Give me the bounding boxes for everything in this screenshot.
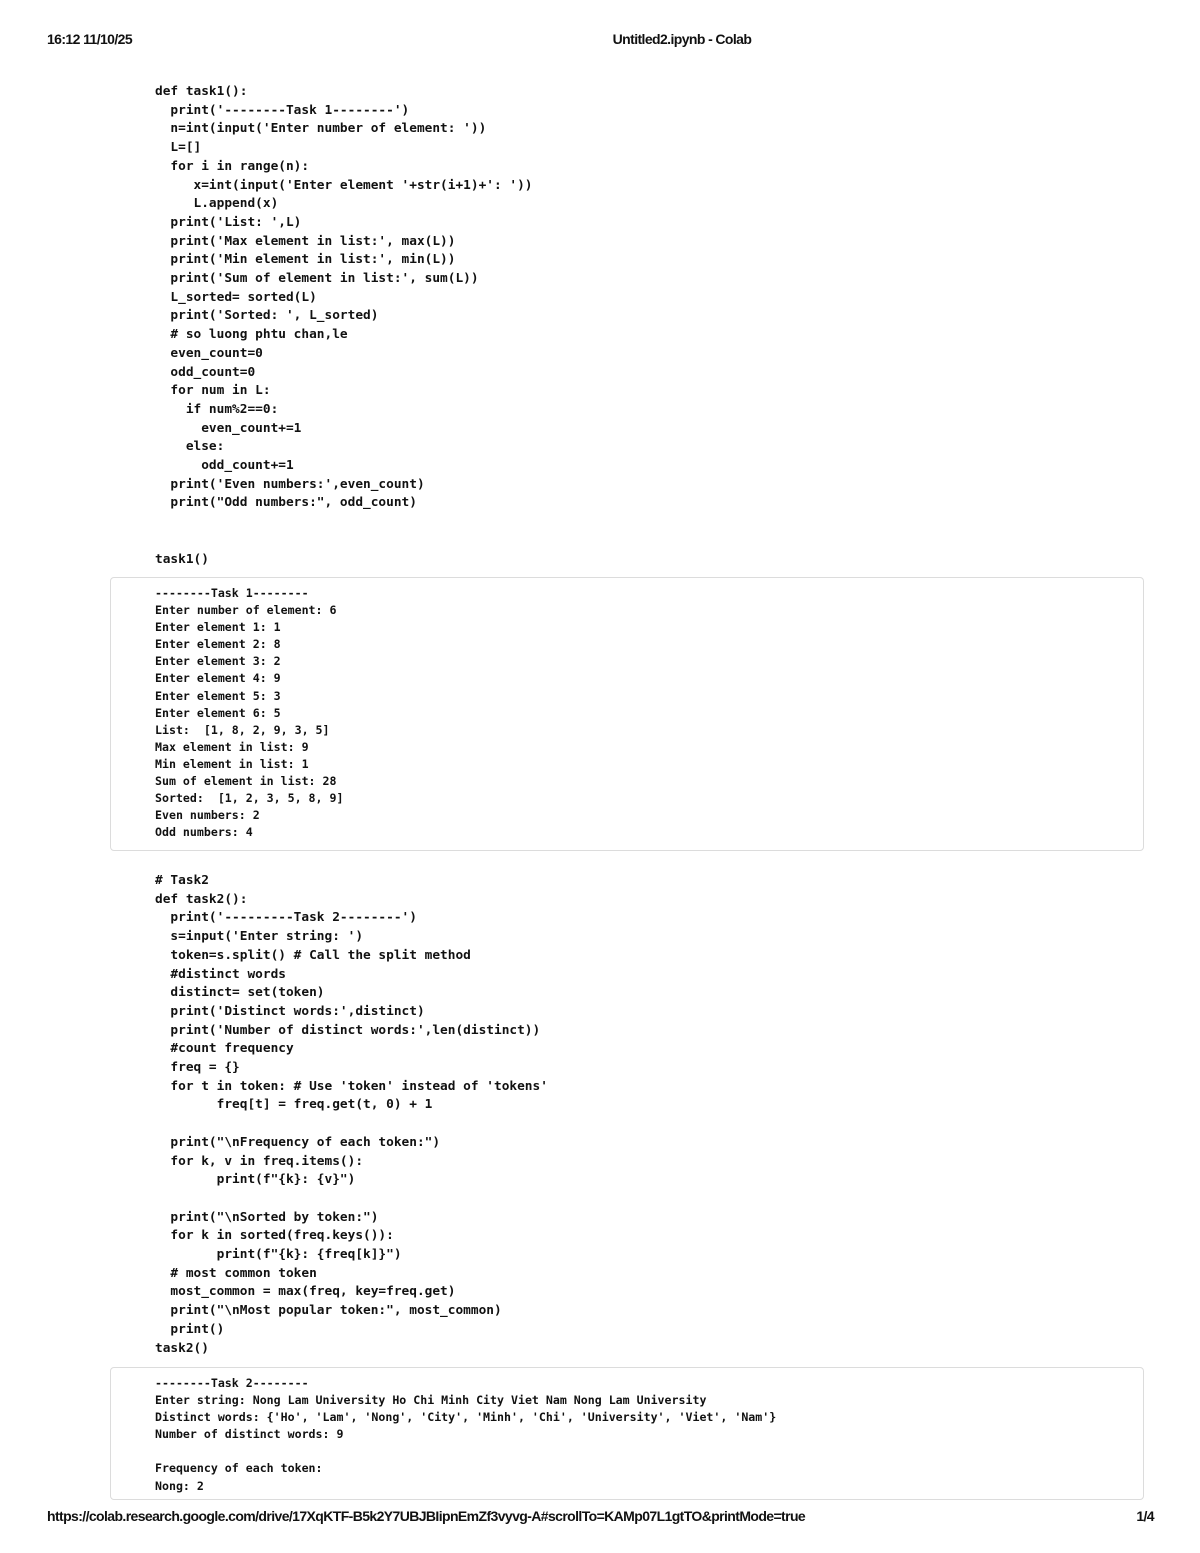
- page-number: 1/4: [1136, 1508, 1154, 1524]
- code-cell-task2[interactable]: # Task2 def task2(): print('---------Task 2--------') s=input('Enter string: ') token=s.split() # Call the split method #distinct words distinct= set(token) print('Distinct words:',distinct) print('Number of distinct words:',len(distinct)) #count frequency freq = {} for t in token: # Use 'token' instead of 'tokens' freq[t] = freq.get(t, 0) + 1 print("\nFrequency of each token:") for k, v in freq.items(): print(f"{k}: {v}") print("\nSorted by token:") for k in sorted(freq.keys()): print(f"{k}: {freq[k]}") # most common token most_common = max(freq, key=freq.get) print("\nMost popular token:", most_common) print() task2(): [155, 873, 548, 1356]
- output-text-task1: --------Task 1-------- Enter number of element: 6 Enter element 1: 1 Enter element 2: 8 Enter element 3: 2 Enter element 4: 9 Enter element 5: 3 Enter element 6: 5 List: [1, 8, 2, 9, 3, 5] Max element in list: 9 Min element in list: 1 Sum of element in list: 28 Sorted: [1, 2, 3, 5, 8, 9] Even numbers: 2 Odd numbers: 4: [155, 586, 344, 840]
- code-cell-task1[interactable]: def task1(): print('--------Task 1--------') n=int(input('Enter number of element: ')) L=[] for i in range(n): x=int(input('Enter element '+str(i+1)+': ')) L.append(x) print('List: ',L) print('Max element in list:', max(L)) print('Min element in list:', min(L)) print('Sum of element in list:', sum(L)) L_sorted= sorted(L) print('Sorted: ', L_sorted) # so luong phtu chan,le even_count=0 odd_count=0 for num in L: if num%2==0: even_count+=1 else: odd_count+=1 print('Even numbers:',even_count) print("Odd numbers:", odd_count) task1(): [155, 84, 533, 567]
- page-url: https://colab.research.google.com/drive/17XqKTF-B5k2Y7UBJBIipnEmZf3vyvg-A#scrollTo=KAMp07L1gtTO&printMode=true: [47, 1508, 806, 1524]
- document-title: Untitled2.ipynb - Colab: [612, 31, 752, 47]
- output-text-task2: --------Task 2-------- Enter string: Nong Lam University Ho Chi Minh City Viet Nam Nong Lam University Distinct words: {'Ho', 'Lam', 'Nong', 'City', 'Minh', 'Chi', 'University', 'Viet', 'Nam'} Number of distinct words: 9 Frequency of each token: Nong: 2: [155, 1376, 777, 1493]
- print-timestamp: 16:12 11/10/25: [47, 31, 133, 47]
